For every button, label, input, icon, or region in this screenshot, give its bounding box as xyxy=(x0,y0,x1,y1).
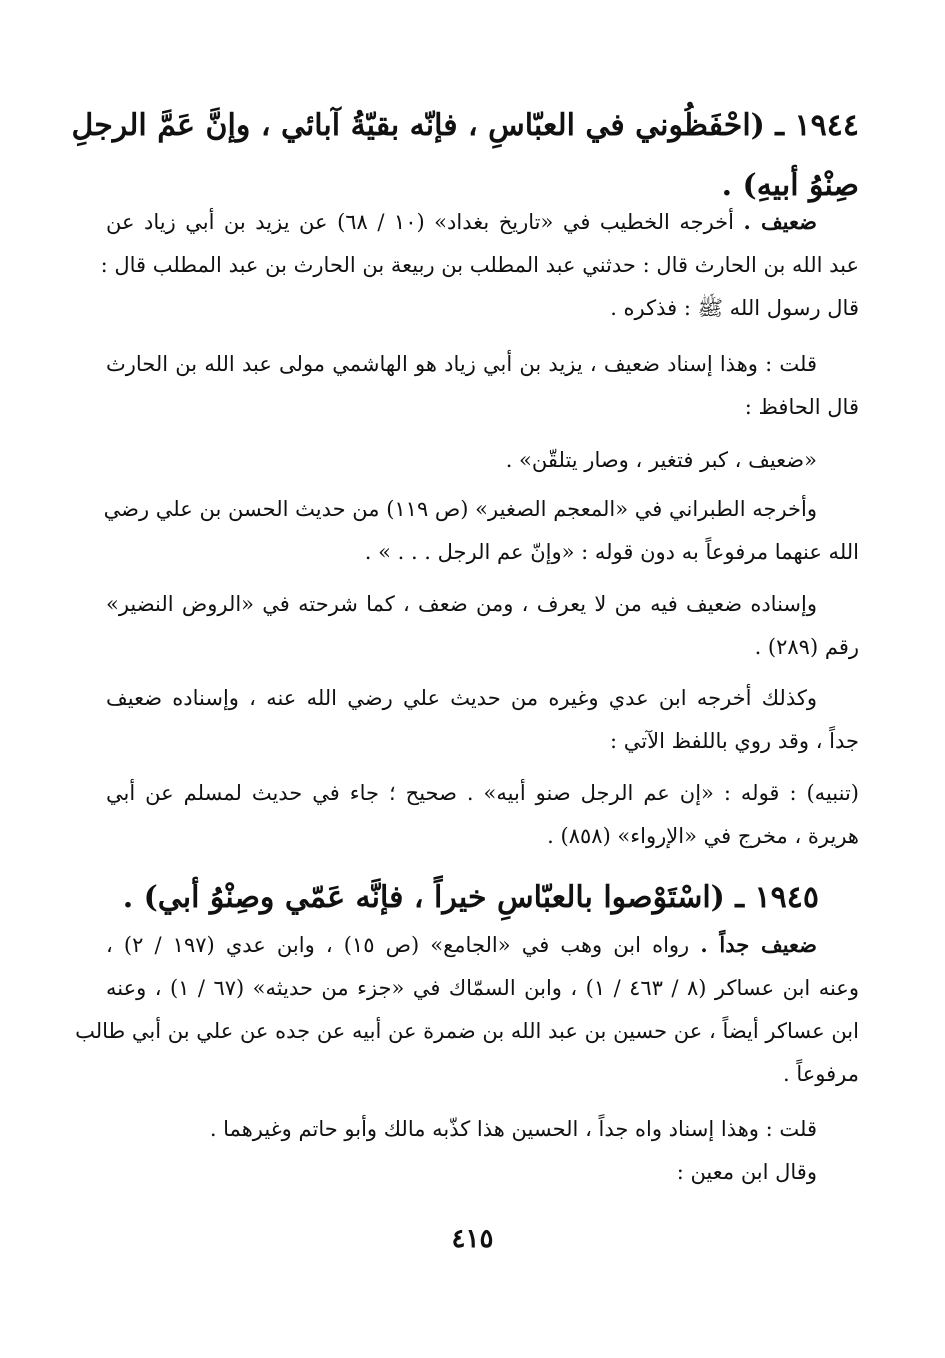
paragraph-line: جداً ، وقد روي باللفظ الآتي : xyxy=(610,729,859,753)
paragraph-ibn-adi xyxy=(106,677,859,763)
quote-line: «ضعيف ، كبر فتغير ، وصار يتلقّن» . xyxy=(505,448,817,472)
paragraph-tanbih xyxy=(106,772,859,858)
hadith-1945-heading xyxy=(106,868,859,928)
paragraph-line: ابن عساكر أيضاً ، عن حسين بن عبد الله بن ضمرة عن أبيه عن جده عن علي بن أبي طالب xyxy=(75,1019,859,1043)
paragraph-line: مرفوعاً . xyxy=(782,1062,859,1086)
paragraph-text: رواه ابن وهب في «الجامع» (ص ١٥) ، وابن عدي (١٩٧ / ٢) ، xyxy=(106,933,701,957)
paragraph-text: أخرجه الخطيب في «تاريخ بغداد» (١٠ / ٦٨) عن يزيد بن أبي زياد عن xyxy=(106,210,744,234)
paragraph-comment-1944 xyxy=(106,343,859,429)
paragraph-line: قال الحافظ : xyxy=(744,395,859,419)
paragraph-line: الله عنهما مرفوعاً به دون قوله : «وإنّ عم الرجل . . . » . xyxy=(364,540,859,564)
paragraph-tabarani xyxy=(103,488,859,574)
paragraph-comment-1945 xyxy=(106,1108,859,1194)
paragraph-line: عبد الله بن الحارث قال : حدثني عبد المطلب بن ربيعة بن الحارث بن عبد المطلب قال : xyxy=(100,253,859,277)
quote-hafiz xyxy=(106,439,859,482)
paragraph-takhrij-1944 xyxy=(100,200,859,330)
paragraph-line: (تنبيه) : قوله : «إن عم الرجل صنو أبيه» . صحيح ؛ جاء في حديث لمسلم عن أبي xyxy=(106,781,859,805)
paragraph-line: هريرة ، مخرج في «الإرواء» (٨٥٨) . xyxy=(547,824,859,848)
grade-label: ضعيف . xyxy=(743,209,817,234)
hadith-1944-line-2: صِنْوُ أبيهِ) . xyxy=(721,168,859,203)
hadith-1944-heading xyxy=(71,96,859,216)
paragraph-takhrij-1945 xyxy=(75,923,859,1096)
paragraph-line: رقم (٢٨٩) . xyxy=(754,635,859,659)
hadith-1944-line-1: ١٩٤٤ ـ (احْفَظُوني في العبّاسِ ، فإنّه بقيّةُ آبائي ، وإنَّ عَمَّ الرجلِ xyxy=(71,108,859,143)
paragraph-line: وكذلك أخرجه ابن عدي وغيره من حديث علي رضي الله عنه ، وإسناده ضعيف xyxy=(106,686,817,710)
paragraph-line xyxy=(106,200,859,244)
paragraph-line: وعنه ابن عساكر (٨ / ٤٦٣ / ١) ، وابن السمّاك في «جزء من حديثه» (٦٧ / ١) ، وعنه xyxy=(106,976,859,1000)
paragraph-line xyxy=(106,923,859,967)
hadith-1945-line-1: ١٩٤٥ ـ (اسْتَوْصوا بالعبّاسِ خيراً ، فإنَّه عَمّي وصِنْوُ أبي) . xyxy=(122,880,819,915)
paragraph-line: وأخرجه الطبراني في «المعجم الصغير» (ص ١١٩) من حديث الحسن بن علي رضي xyxy=(103,497,817,521)
paragraph-line: قلت : وهذا إسناد ضعيف ، يزيد بن أبي زياد هو الهاشمي مولى عبد الله بن الحارث xyxy=(106,352,817,376)
paragraph-line: وقال ابن معين : xyxy=(676,1160,817,1184)
grade-label: ضعيف جداً . xyxy=(700,932,817,957)
page-number: ٤١٥ xyxy=(451,1224,494,1254)
paragraph-isnad xyxy=(106,583,859,669)
paragraph-line: قلت : وهذا إسناد واه جداً ، الحسين هذا كذّبه مالك وأبو حاتم وغيرهما . xyxy=(209,1117,817,1141)
paragraph-line: قال رسول الله ﷺ : فذكره . xyxy=(610,296,859,320)
paragraph-line: وإسناده ضعيف فيه من لا يعرف ، ومن ضعف ، كما شرحته في «الروض النضير» xyxy=(106,592,817,616)
